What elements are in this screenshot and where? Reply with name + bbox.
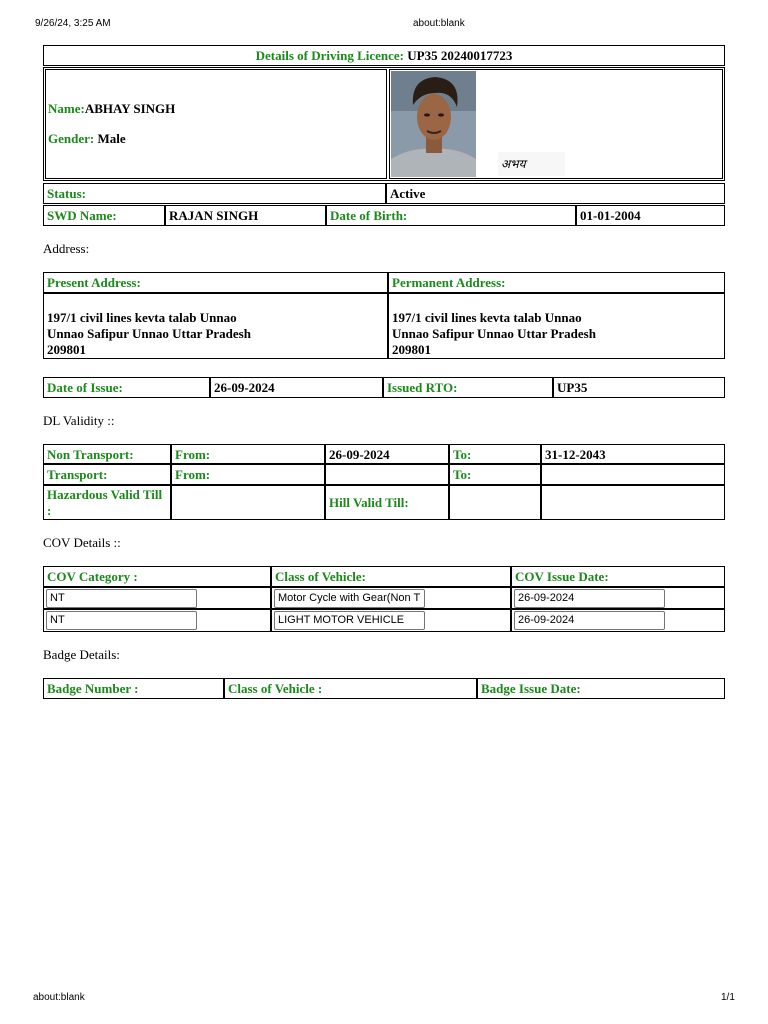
tr-from-value: [325, 464, 449, 485]
cov-header-category: COV Category :: [43, 566, 271, 587]
tr-to-label: To:: [449, 464, 541, 485]
badge-header-issue-date: Badge Issue Date:: [477, 678, 725, 699]
holder-photo-image: [391, 71, 476, 177]
swd-value: RAJAN SINGH: [165, 205, 326, 226]
permanent-address-label: Permanent Address:: [388, 272, 725, 293]
cov-row-1-class-field[interactable]: Motor Cycle with Gear(Non T: [274, 589, 425, 608]
holder-gender: [48, 131, 126, 147]
swd-label: SWD Name:: [43, 205, 165, 226]
holder-info-cell: [45, 69, 387, 179]
cov-row-1-category-field[interactable]: NT: [46, 589, 197, 608]
tr-from-label: From:: [171, 464, 325, 485]
badge-header-number: Badge Number :: [43, 678, 224, 699]
hill-value: [449, 485, 541, 520]
present-address-label: Present Address:: [43, 272, 388, 293]
issue-date-value: 26-09-2024: [210, 377, 383, 398]
issued-rto-label: Issued RTO:: [383, 377, 553, 398]
print-url: about:blank: [413, 18, 465, 29]
badge-header-class: Class of Vehicle :: [224, 678, 477, 699]
hill-label: Hill Valid Till:: [325, 485, 449, 520]
holder-photo: [391, 71, 476, 177]
present-address-line: 197/1 civil lines kevta talab Unnao: [47, 310, 237, 325]
holder-name: [48, 101, 175, 117]
hill-extra: [541, 485, 725, 520]
address-section-title: Address:: [43, 241, 90, 256]
gender-value: Male: [97, 131, 126, 146]
signature-image: अभय: [498, 152, 565, 176]
cov-row-2-category-field[interactable]: NT: [46, 611, 197, 630]
permanent-address-line: Unnao Safipur Unnao Uttar Pradesh: [392, 326, 596, 341]
hazardous-value: [171, 485, 325, 520]
photo-cell: [389, 69, 723, 179]
licence-title-label: Details of Driving Licence:: [255, 48, 405, 63]
transport-label: Transport:: [43, 464, 171, 485]
present-address-line: 209801: [47, 342, 86, 357]
permanent-address-line: 197/1 civil lines kevta talab Unnao: [392, 310, 582, 325]
nt-to-value: 31-12-2043: [541, 444, 725, 464]
cov-header-issue-date: COV Issue Date:: [511, 566, 725, 587]
licence-title: [43, 45, 725, 66]
print-datetime: 9/26/24, 3:25 AM: [35, 18, 111, 29]
status-value: Active: [386, 183, 725, 204]
nt-from-value: 26-09-2024: [325, 444, 449, 464]
status-label: Status:: [43, 183, 386, 204]
cov-row-2-date-field[interactable]: 26-09-2024: [514, 611, 665, 630]
nt-from-label: From:: [171, 444, 325, 464]
cov-row-2-class-field[interactable]: LIGHT MOTOR VEHICLE: [274, 611, 425, 630]
cov-header-class: Class of Vehicle:: [271, 566, 511, 587]
name-value: ABHAY SINGH: [84, 101, 176, 116]
dob-label: Date of Birth:: [326, 205, 576, 226]
cov-row-1-date-field[interactable]: 26-09-2024: [514, 589, 665, 608]
permanent-address: [388, 293, 725, 359]
nt-to-label: To:: [449, 444, 541, 464]
hazardous-label: Hazardous Valid Till :: [43, 485, 171, 520]
validity-section-title: DL Validity ::: [43, 413, 115, 428]
licence-number: UP35 20240017723: [407, 48, 513, 63]
tr-to-value: [541, 464, 725, 485]
name-label: Name:: [48, 101, 85, 116]
dob-value: 01-01-2004: [576, 205, 725, 226]
footer-page-number: 1/1: [721, 992, 735, 1003]
present-address: [43, 293, 388, 359]
gender-label: Gender:: [48, 131, 95, 146]
issue-date-label: Date of Issue:: [43, 377, 210, 398]
footer-url: about:blank: [33, 992, 85, 1003]
cov-section-title: COV Details ::: [43, 535, 121, 550]
issued-rto-value: UP35: [553, 377, 725, 398]
permanent-address-line: 209801: [392, 342, 431, 357]
present-address-line: Unnao Safipur Unnao Uttar Pradesh: [47, 326, 251, 341]
non-transport-label: Non Transport:: [43, 444, 171, 464]
badge-section-title: Badge Details:: [43, 647, 120, 662]
